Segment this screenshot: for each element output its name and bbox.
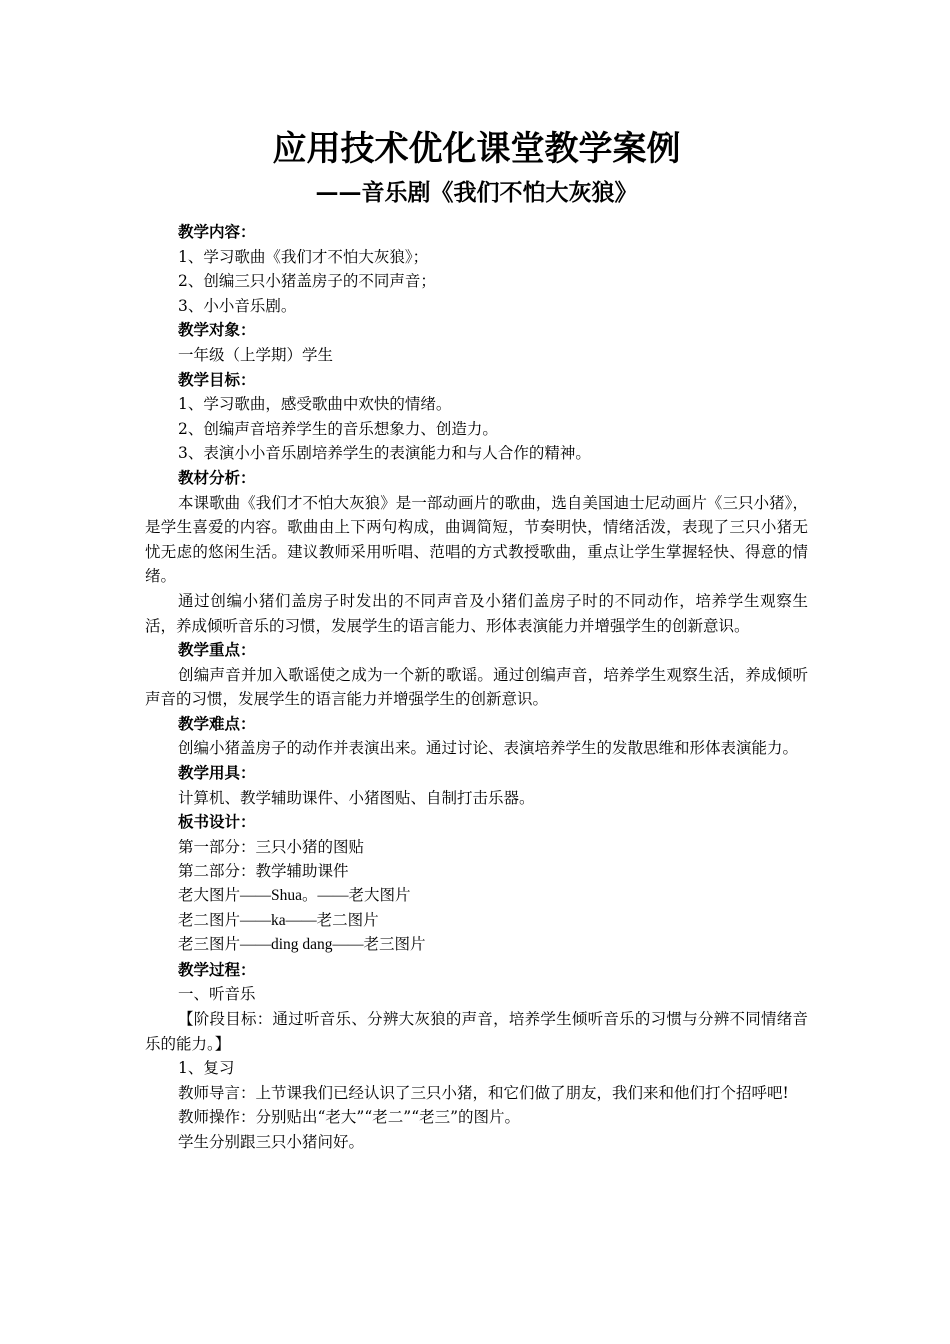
document-title: 应用技术优化课堂教学案例 — [272, 129, 681, 169]
key-text: 创编声音并加入歌谣使之成为一个新的歌谣。通过创编声音，培养学生观察生活，养成倾听声音的习惯，发展学生的语言能力并增强学生的创新意识。 — [145, 665, 808, 709]
analysis-paragraph: 通过创编小猪们盖房子时发出的不同声音及小猪们盖房子时的不同动作，培养学生观察生活，养成倾听音乐的习惯，发展学生的语言能力、形体表演能力并增强学生的创新意识。 — [145, 591, 808, 635]
analysis-heading: 教材分析： — [178, 467, 256, 487]
document-subtitle: ——音乐剧《我们不怕大灰狼》 — [315, 179, 638, 206]
process-line: 【阶段目标：通过听音乐、分辨大灰狼的声音，培养学生倾听音乐的习惯与分辨不同情绪音乐的能力。】 — [145, 1010, 808, 1053]
difficulty-heading: 教学难点： — [178, 713, 256, 733]
process-line: 1、复习 — [178, 1059, 235, 1078]
tools-heading: 教学用具： — [178, 763, 256, 783]
board-item: 第二部分：教学辅助课件 — [178, 862, 349, 881]
board-item: 老大图片——Shua。——老大图片 — [178, 887, 411, 905]
process-line: 教师操作：分别贴出“老大”“老二”“老三”的图片。 — [178, 1108, 521, 1127]
process-line: 教师导言：上节课我们已经认识了三只小猪，和它们做了朋友，我们来和他们打个招呼吧! — [178, 1083, 789, 1102]
goal-item: 3、表演小小音乐剧培养学生的表演能力和与人合作的精神。 — [178, 444, 591, 463]
goal-item: 2、创编声音培养学生的音乐想象力、创造力。 — [178, 419, 498, 438]
process-heading: 教学过程： — [178, 959, 256, 979]
board-heading: 板书设计： — [178, 812, 256, 832]
document-page — [145, 124, 808, 1155]
object-heading: 教学对象： — [178, 320, 256, 340]
board-item: 老二图片——ka——老二图片 — [178, 911, 379, 929]
tools-text: 计算机、教学辅助课件、小猪图贴、自制打击乐器。 — [178, 788, 535, 807]
analysis-paragraph: 本课歌曲《我们才不怕大灰狼》是一部动画片的歌曲，选自美国迪士尼动画片《三只小猪》，是学生喜爱的内容。歌曲由上下两句构成，曲调简短，节奏明快，情绪活泼，表现了三只小猪无忧无虑的悠闲生活。建议教师采用听唱、范唱的方式教授歌曲，重点让学生掌握轻快、得意的情绪。 — [145, 493, 808, 586]
content-heading: 教学内容： — [178, 222, 256, 241]
content-item: 2、创编三只小猪盖房子的不同声音； — [178, 272, 436, 291]
content-item: 1、学习歌曲《我们才不怕大灰狼》； — [178, 247, 429, 266]
difficulty-text: 创编小猪盖房子的动作并表演出来。通过讨论、表演培养学生的发散思维和形体表演能力。 — [178, 739, 799, 758]
goal-item: 1、学习歌曲，感受歌曲中欢快的情绪。 — [178, 395, 452, 414]
object-text: 一年级（上学期）学生 — [178, 345, 334, 364]
key-heading: 教学重点： — [178, 640, 256, 660]
process-line: 学生分别跟三只小猪问好。 — [178, 1132, 365, 1151]
content-item: 3、小小音乐剧。 — [178, 296, 297, 315]
goal-heading: 教学目标： — [178, 369, 256, 389]
board-item: 第一部分：三只小猪的图贴 — [178, 837, 365, 856]
board-item: 老三图片——ding dang——老三图片 — [178, 936, 426, 954]
process-line: 一、听音乐 — [178, 985, 256, 1004]
